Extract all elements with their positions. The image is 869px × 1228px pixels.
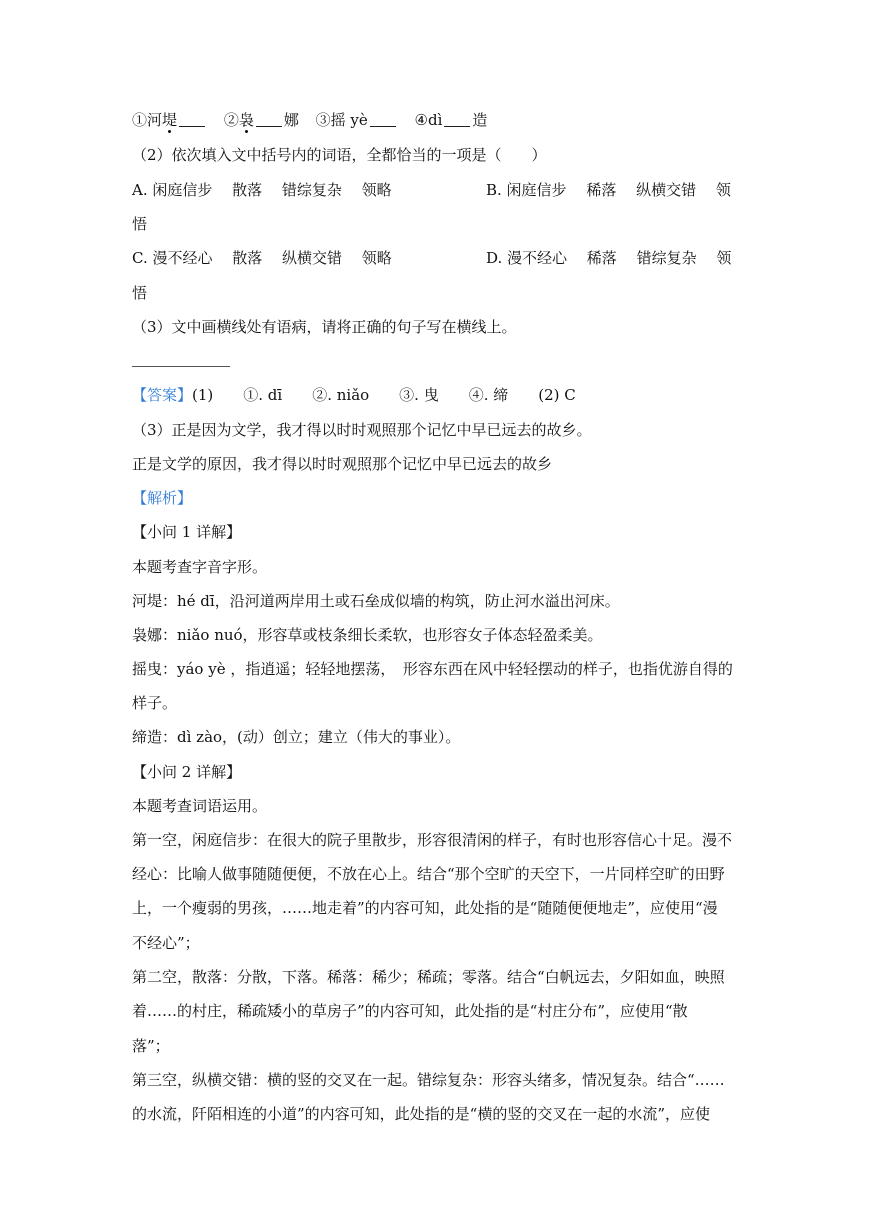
q1-item1-prefix: ①河 <box>132 111 163 129</box>
sub2-line-9: 第三空，纵横交错：横的竖的交叉在一起。错综复杂：形容头绪多，情况复杂。结合“…… <box>132 1071 725 1089</box>
q1-item2-char: 袅 <box>238 111 254 129</box>
answer-blank-line <box>132 366 230 367</box>
answer-label: 【答案】 <box>132 386 193 404</box>
sub2-line-5: 不经心”； <box>132 934 200 952</box>
q1-item4-prefix: ④dì <box>414 111 443 129</box>
sub1-line-3: 袅娜：niǎo nuó，形容草或枝条细长柔软，也形容女子体态轻盈柔美。 <box>132 626 603 644</box>
q1-blank-4 <box>444 112 470 127</box>
sub2-line-6: 第二空，散落：分散，下落。稀落：稀少；稀疏；零落。结合“白帆远去，夕阳如血，映照 <box>132 968 725 986</box>
q2-option-b: B. 闲庭信步 稀落 纵横交错 领 <box>486 181 731 199</box>
sub2-line-4: 上，一个瘦弱的男孩，……地走着”的内容可知，此处指的是“随随便便地走”，应使用“漫 <box>132 899 718 917</box>
answer-line-3: 正是文学的原因，我才得以时时观照那个记忆中早已远去的故乡 <box>132 455 553 473</box>
q1-blank-2 <box>256 112 282 127</box>
q2-option-d-cont: 悟 <box>132 284 148 302</box>
sub1-line-4: 摇曳：yáo yè ，指逍遥；轻轻地摆荡， 形容东西在风中轻轻摆动的样子，也指优游自得的 <box>132 660 733 678</box>
q1-item2-suffix: 娜 <box>283 111 299 129</box>
q1-line <box>132 110 749 130</box>
q3-stem: （3）文中画横线处有语病，请将正确的句子写在横线上。 <box>132 318 517 336</box>
sub1-line-1: 本题考查字音字形。 <box>132 558 268 576</box>
q2-stem: （2）依次填入文中括号内的词语，全都恰当的一项是（ ） <box>132 146 547 164</box>
answer-line-2: （3）正是因为文学，我才得以时时观照那个记忆中早已远去的故乡。 <box>132 421 592 439</box>
sub1-line-2: 河堤：hé dī，沿河道两岸用土或石垒成似墙的构筑，防止河水溢出河床。 <box>132 592 620 610</box>
q1-item2-prefix: ② <box>223 111 239 129</box>
sub1-line-5: 样子。 <box>132 694 178 712</box>
q2-option-c: C. 漫不经心 散落 纵横交错 领略 <box>132 249 392 267</box>
sub2-line-2: 第一空，闲庭信步：在很大的院子里散步，形容很清闲的样子，有时也形容信心十足。漫不 <box>132 831 733 849</box>
analysis-label: 【解析】 <box>132 489 193 507</box>
q2-option-a: A. 闲庭信步 散落 错综复杂 领略 <box>132 181 392 199</box>
answer-line-1 <box>132 385 749 405</box>
sub1-line-6: 缔造：dì zào，(动）创立；建立（伟大的事业）。 <box>132 728 461 746</box>
q2-option-b-cont: 悟 <box>132 215 148 233</box>
answer-text-1: (1) ①. dī ②. niǎo ③. 曳 ④. 缔 (2) C <box>192 386 576 404</box>
sub2-line-7: 着……的村庄，稀疏矮小的草房子”的内容可知，此处指的是“村庄分布”，应使用“散 <box>132 1002 688 1020</box>
sub2-line-3: 经心：比喻人做事随随便便，不放在心上。结合“那个空旷的天空下，一片同样空旷的田野 <box>132 865 725 883</box>
sub2-line-8: 落”； <box>132 1037 170 1055</box>
q1-blank-1 <box>179 112 205 127</box>
q1-item4-suffix: 造 <box>472 111 488 129</box>
sub2-title: 【小问 2 详解】 <box>132 763 242 781</box>
sub2-line-1: 本题考查词语运用。 <box>132 797 268 815</box>
q1-item1-char: 堤 <box>162 111 178 129</box>
q1-blank-3 <box>370 112 396 127</box>
sub2-line-10: 的水流，阡陌相连的小道”的内容可知，此处指的是“横的竖的交叉在一起的水流”，应使 <box>132 1105 711 1123</box>
sub1-title: 【小问 1 详解】 <box>132 523 242 541</box>
q2-option-d: D. 漫不经心 稀落 错综复杂 领 <box>486 249 732 267</box>
q1-item3: ③摇 yè <box>315 111 368 129</box>
